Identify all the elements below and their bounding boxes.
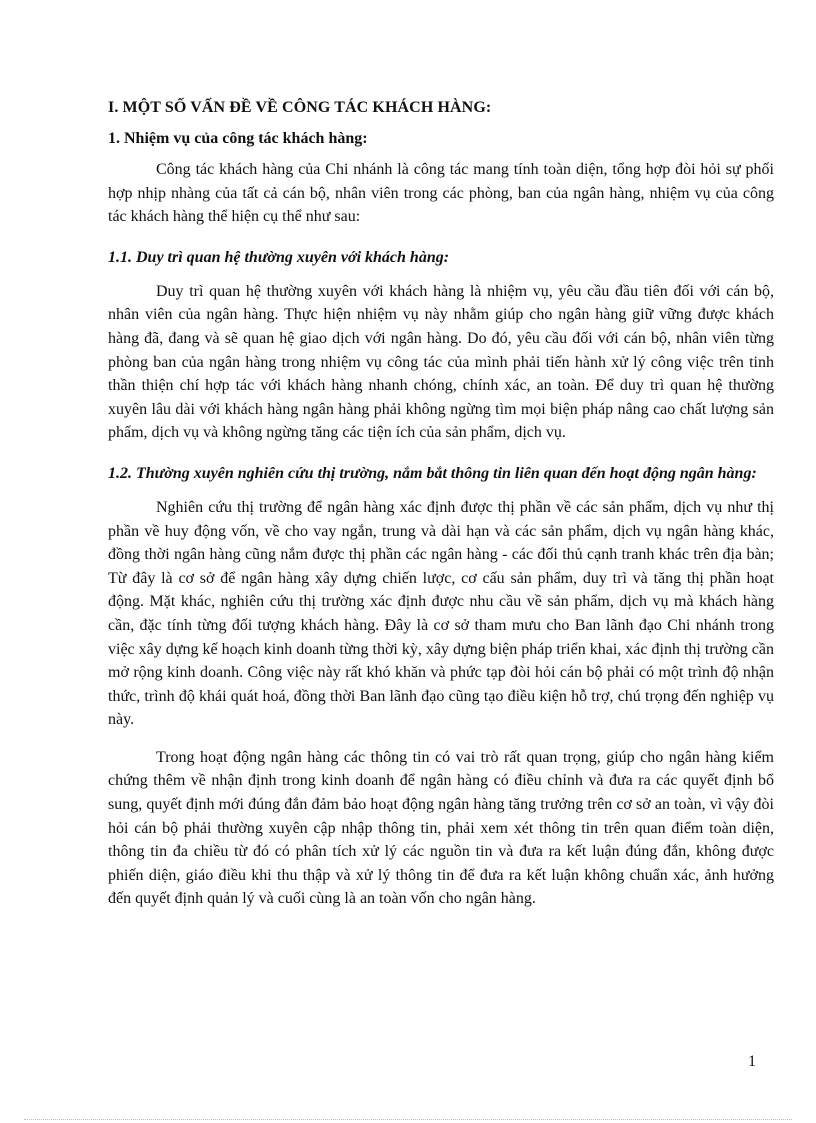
page-bottom-divider	[24, 1119, 792, 1120]
page-body	[108, 96, 774, 911]
subsection-1-1-paragraph: Duy trì quan hệ thường xuyên với khách hàng là nhiệm vụ, yêu cầu đầu tiên đối với cán bộ, nhân viên của ngân hàng. Thực hiện nhiệm vụ này nhằm giúp cho ngân hàng giữ vững được khách hàng đã, đang và sẽ quan hệ giao dịch với ngân hàng. Do đó, yêu cầu đối với cán bộ, nhân viên từng phòng ban của ngân hàng trong nhiệm vụ công tác của mình phải tiến hành xử lý công việc trên tinh thần thiện chí hợp tác với khách hàng nhanh chóng, chính xác, an toàn. Để duy trì quan hệ thường xuyên lâu dài với khách hàng ngân hàng phải không ngừng tìm mọi biện pháp nâng cao chất lượng sản phẩm, dịch vụ và không ngừng tăng các tiện ích của sản phẩm, dịch vụ.	[108, 282, 774, 442]
section-title: I. MỘT SỐ VẤN ĐỀ VỀ CÔNG TÁC KHÁCH HÀNG:	[108, 99, 492, 116]
subsection-1-2-paragraph-2: Trong hoạt động ngân hàng các thông tin có vai trò rất quan trọng, giúp cho ngân hàng kiểm chứng thêm về nhận định trong kinh doanh để ngân hàng có điều chỉnh và đưa ra các quyết định bổ sung, quyết định mới đúng đắn đảm bảo hoạt động ngân hàng tăng trưởng trên cơ sở an toàn, vì vậy đòi hỏi cán bộ phải thường xuyên cập nhập thông tin, phải xem xét thông tin trên quan điểm toàn diện, thông tin đa chiều từ đó có phân tích xử lý các nguồn tin và đưa ra kết luận đúng đắn, không được phiến diện, giáo điều khi thu thập và xử lý thông tin để đưa ra kết luận không chuẩn xác, ảnh hưởng đến quyết định quản lý và cuối cùng là an toàn vốn cho ngân hàng.	[108, 748, 774, 908]
subsection-1-2-title: 1.2. Thường xuyên nghiên cứu thị trường, nắm bắt thông tin liên quan đến hoạt động ngân hàng:	[108, 464, 757, 482]
subsection-1-1-title: 1.1. Duy trì quan hệ thường xuyên với khách hàng:	[108, 248, 450, 266]
subsection-1-title: 1. Nhiệm vụ của công tác khách hàng:	[108, 130, 368, 147]
subsection-1-paragraph: Công tác khách hàng của Chi nhánh là công tác mang tính toàn diện, tổng hợp đòi hỏi sự phối hợp nhịp nhàng của tất cả cán bộ, nhân viên trong các phòng, ban của ngân hàng, nhiệm vụ của công tác khách hàng thể hiện cụ thể như sau:	[108, 161, 774, 226]
page-number: 1	[748, 1053, 756, 1070]
subsection-1-2-paragraph-1: Nghiên cứu thị trường để ngân hàng xác định được thị phần về các sản phẩm, dịch vụ như thị phần về huy động vốn, về cho vay ngắn, trung và dài hạn và các sản phẩm, dịch vụ ngân hàng khác, đồng thời ngân hàng cũng nắm được thị phần các ngân hàng - các đối thủ cạnh tranh khác trên địa bàn; Từ đây là cơ sở để ngân hàng xây dựng chiến lược, cơ cấu sản phẩm, duy trì và tăng thị phần hoạt động. Mặt khác, nghiên cứu thị trường xác định được nhu cầu về sản phẩm, dịch vụ mà khách hàng cần, đặc tính từng đối tượng khách hàng. Đây là cơ sở tham mưu cho Ban lãnh đạo Chi nhánh trong việc xây dựng kế hoạch kinh doanh từng thời kỳ, xây dựng biện pháp triển khai, xác định thị trường cần mở rộng kinh doanh. Công việc này rất khó khăn và phức tạp đòi hỏi cán bộ phải có một trình độ nhận thức, trình độ khái quát hoá, đồng thời Ban lãnh đạo cũng tạo điều kiện hỗ trợ, chú trọng đến nghiệp vụ này.	[108, 498, 774, 729]
